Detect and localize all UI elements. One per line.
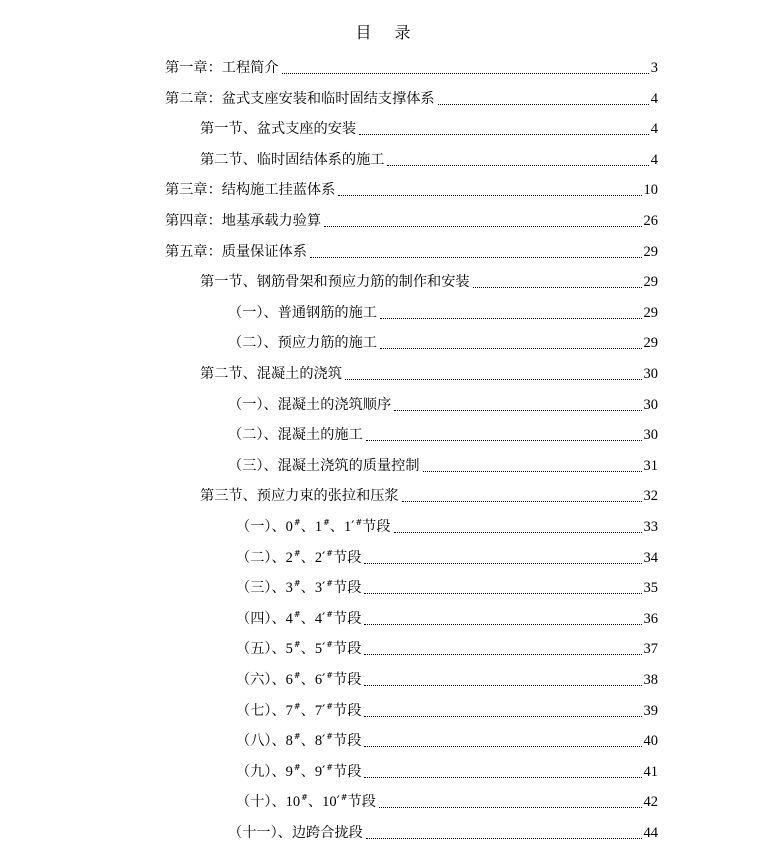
dot-leader	[364, 745, 641, 747]
toc-entry-label: （一）、混凝土的浇筑顺序	[228, 396, 392, 413]
toc-entry-page-number: 4	[650, 90, 658, 107]
dot-leader	[402, 500, 642, 502]
toc-entry[interactable]	[165, 86, 658, 108]
toc-entry-page-number: 38	[643, 672, 658, 688]
dot-leader	[345, 378, 642, 380]
toc-entry-label: （三）、混凝土浇筑的质量控制	[228, 457, 420, 474]
toc-entry-label: （四）、4#、4′#节段	[236, 609, 362, 627]
toc-entry[interactable]	[236, 575, 658, 597]
toc-entry[interactable]	[236, 636, 658, 658]
toc-entry[interactable]	[228, 392, 658, 414]
toc-entry-page-number: 3	[650, 60, 658, 76]
toc-entry-label: 第一节、盆式支座的安装	[200, 121, 357, 138]
toc-entry[interactable]	[228, 453, 658, 475]
dot-leader	[438, 103, 649, 105]
toc-entry-label: 第二节、临时固结体系的施工	[200, 151, 385, 168]
toc-entry-label: 第二节、混凝土的浇筑	[200, 366, 342, 382]
toc-entry-page-number: 4	[650, 121, 658, 138]
toc-entry-page-number: 29	[643, 335, 658, 352]
toc-entry[interactable]	[228, 300, 658, 322]
dot-leader	[364, 623, 641, 625]
toc-entry[interactable]	[236, 514, 658, 536]
toc-entry-page-number: 29	[643, 243, 658, 260]
toc-entry-label: （六）、6#、6′#节段	[236, 671, 362, 688]
toc-entry[interactable]	[228, 330, 658, 352]
dot-leader	[338, 194, 641, 196]
toc-title-char-1: 目	[355, 23, 373, 42]
dot-leader	[310, 256, 642, 258]
dot-leader	[364, 592, 641, 594]
toc-entry[interactable]	[228, 820, 658, 842]
toc-entry-label: （一）、普通钢筋的施工	[228, 304, 377, 321]
toc-entry[interactable]	[200, 116, 658, 138]
toc-entry[interactable]	[236, 759, 658, 781]
toc-entry-page-number: 32	[643, 488, 658, 505]
toc-entry-page-number: 29	[643, 274, 658, 291]
toc-entry[interactable]	[200, 483, 658, 505]
toc-entry-page-number: 30	[643, 427, 658, 444]
toc-entry[interactable]	[236, 728, 658, 750]
toc-entry-label: 第一章：工程简介	[165, 60, 279, 76]
dot-leader	[394, 409, 641, 411]
toc-title-char-2: 录	[394, 23, 412, 42]
toc-entry-label: （十）、10#、10′#节段	[236, 793, 376, 811]
toc-entry-label: （五）、5#、5′#节段	[236, 640, 362, 658]
toc-entry-label: （二）、预应力筋的施工	[228, 335, 377, 352]
toc-entry-label: （二）、2#、2′#节段	[236, 548, 362, 566]
dot-leader	[380, 317, 642, 319]
toc-entry[interactable]	[165, 177, 658, 199]
toc-entry-page-number: 37	[643, 641, 658, 658]
dot-leader	[379, 806, 642, 808]
dot-leader	[359, 133, 649, 135]
toc-entry-page-number: 44	[643, 825, 658, 841]
toc-entry-page-number: 42	[643, 794, 658, 811]
toc-entry-page-number: 30	[643, 396, 658, 413]
toc-entry-label: 第四章：地基承载力验算	[165, 213, 322, 229]
toc-entry-page-number: 41	[643, 763, 658, 780]
toc-entry-label: （二）、混凝土的施工	[228, 427, 363, 444]
toc-entry-page-number: 39	[643, 702, 658, 719]
toc-entry-page-number: 10	[643, 182, 658, 199]
toc-entry-page-number: 4	[650, 151, 658, 168]
toc-entry-page-number: 33	[643, 519, 658, 535]
toc-entry[interactable]	[228, 422, 658, 444]
toc-entry-label: 第一节、钢筋骨架和预应力筋的制作和安装	[200, 274, 470, 291]
dot-leader	[324, 225, 641, 227]
toc-entry-label: 第三节、预应力束的张拉和压浆	[200, 488, 399, 505]
dot-leader	[282, 72, 649, 74]
toc-entry-page-number: 30	[643, 366, 658, 382]
dot-leader	[364, 684, 641, 686]
toc-entry-page-number: 40	[643, 733, 658, 750]
toc-entry-label: （三）、3#、3′#节段	[236, 579, 362, 597]
toc-entry[interactable]	[236, 545, 658, 567]
dot-leader	[394, 531, 642, 533]
dot-leader	[423, 470, 642, 472]
dot-leader	[387, 164, 648, 166]
toc-title	[0, 20, 767, 43]
toc-entry[interactable]	[165, 239, 658, 261]
dot-leader	[473, 286, 642, 288]
toc-entry-page-number: 31	[643, 457, 658, 474]
toc-entry[interactable]	[200, 361, 658, 383]
dot-leader	[364, 715, 641, 717]
toc-entry-label: （八）、8#、8′#节段	[236, 732, 362, 750]
dot-leader	[364, 776, 641, 778]
toc-entry[interactable]	[200, 147, 658, 169]
toc-entry-page-number: 35	[643, 580, 658, 597]
toc-entry[interactable]	[236, 606, 658, 628]
toc-entry-label: 第三章：结构施工挂蓝体系	[165, 182, 336, 199]
toc-entry-label: （一）、0#、1#、1′#节段	[236, 518, 391, 535]
toc-entry-page-number: 26	[643, 213, 658, 229]
toc-entry[interactable]	[200, 269, 658, 291]
dot-leader	[364, 562, 641, 564]
dot-leader	[366, 439, 642, 441]
toc-entry[interactable]	[236, 789, 658, 811]
toc-entry-page-number: 36	[643, 610, 658, 627]
toc-entry-label: （十一）、边跨合拢段	[228, 825, 363, 841]
toc-entry[interactable]	[236, 698, 658, 720]
dot-leader	[366, 837, 642, 839]
toc-entry-page-number: 34	[643, 549, 658, 566]
toc-entry[interactable]	[165, 55, 658, 77]
dot-leader	[364, 653, 641, 655]
toc-entry-label: 第五章：质量保证体系	[165, 243, 307, 260]
toc-entry-label: 第二章：盆式支座安装和临时固结支撑体系	[165, 90, 435, 107]
toc-entry[interactable]	[165, 208, 658, 230]
toc-entry-page-number: 29	[643, 304, 658, 321]
toc-entry-label: （七）、7#、7′#节段	[236, 701, 362, 719]
dot-leader	[380, 347, 642, 349]
toc-entry-label: （九）、9#、9′#节段	[236, 762, 362, 780]
toc-entry[interactable]	[236, 667, 658, 689]
